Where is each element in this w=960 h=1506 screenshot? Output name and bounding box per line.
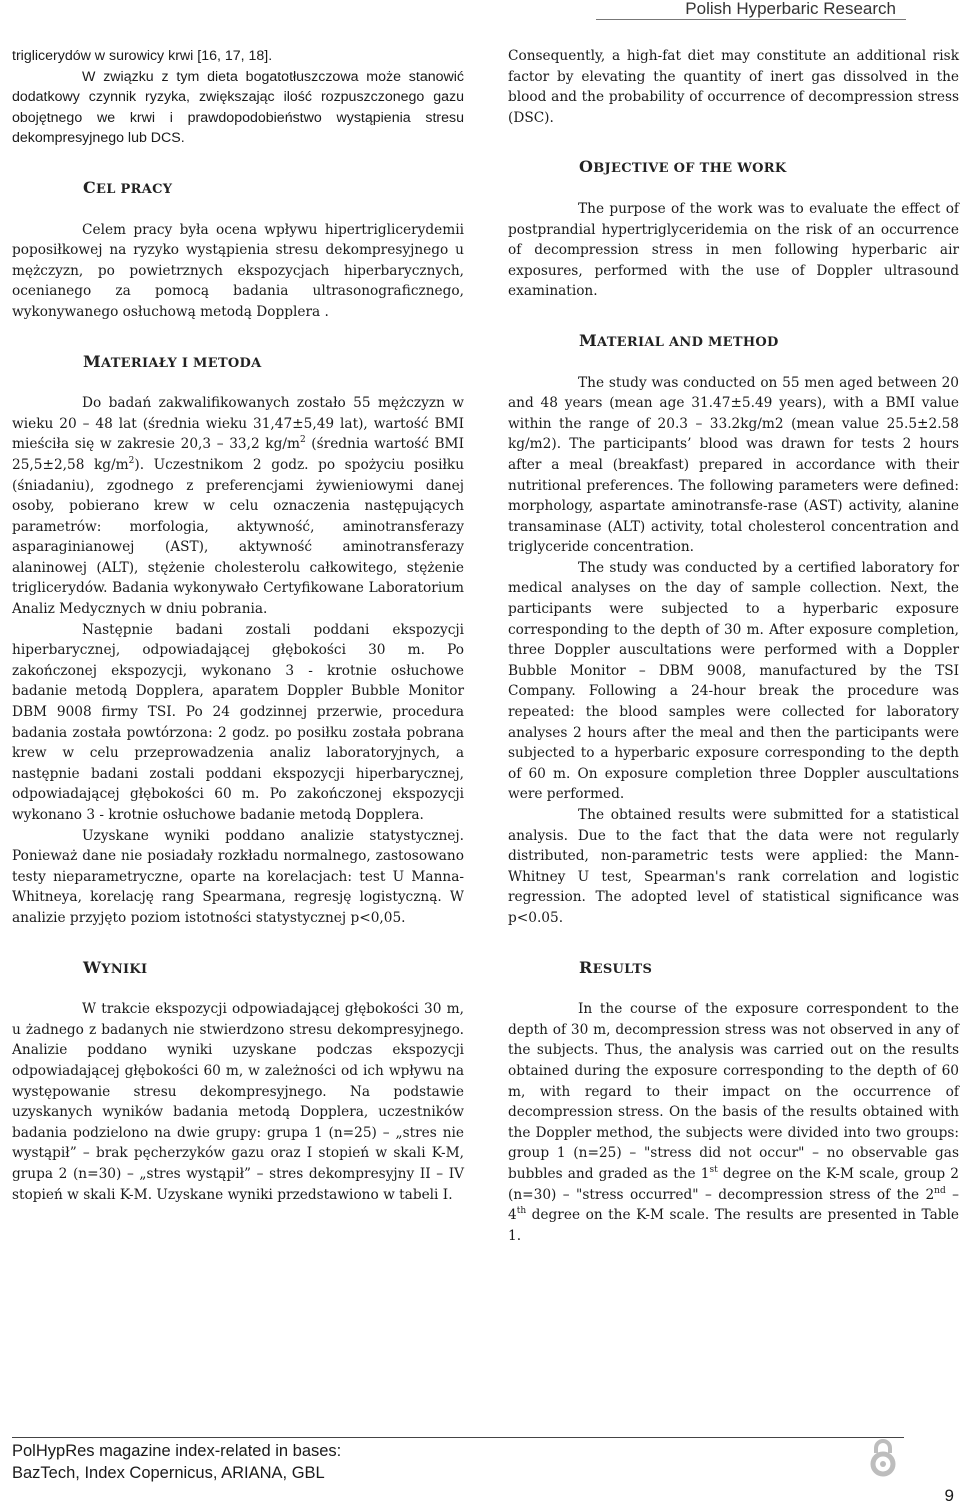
objective-paragraph: The purpose of the work was to evaluate the effect of postprandial hypertriglyceridemia on the risk of an occurrence of decompression stress in men following hyperbaric air exposures, performed with the use of Doppler ultrasound examination. xyxy=(508,200,959,300)
section-heading-wyniki: WYNIKI xyxy=(83,957,148,977)
section-heading-cel-pracy: CEL PRACY xyxy=(83,177,173,197)
materialy-paragraph-3: Uzyskane wyniki poddano analizie statystycznej. Ponieważ dane nie posiadały rozkładu normalnego, zastosowano testy nieparametryczne, oparte na korelacjach: test U Manna-Whitneya, korelację rang Spearmana, regresję logistyczną. W analizie przyjęto poziom istotności statystycznej p<0,05. xyxy=(12,827,464,926)
method-paragraph-3: The obtained results were submitted for a statistical analysis. Due to the fact that the data were not regularly distributed, non-parametric tests were applied: the Mann-Whitney U test, Spearman's rank correlation and logistic regression. The adopted level of statistical significance was p<0.05. xyxy=(508,807,959,926)
footer-line-2: BazTech, Index Copernicus, ARIANA, GBL xyxy=(12,1464,325,1482)
materialy-paragraph-2: Następnie badani zostali poddani ekspozycji hiperbarycznej, odpowiadającej głębokości 30 m. Po zakończonej ekspozycji, wykonano 3 - krotnie osłuchowe badanie metodą Dopplera, aparatem Doppler Bubble Monitor DBM 9008 firmy TSI. Po 24 godzinnej przerwie, procedura badania została powtórzona: 2 godz. po posiłku została pobrana krew w celu przeprowadzenia analiz laboratoryjnych, a następnie badani zostali poddani ekspozycji hiperbarycznej, odpowiadającej głębokości 60 m. Po zakończonej ekspozycji wykonano 3 - krotnie osłuchowe badanie metodą Dopplera. xyxy=(12,621,464,823)
section-heading-material-method: MATERIAL AND METHOD xyxy=(579,330,779,350)
right-column xyxy=(508,46,959,1246)
page-number: 9 xyxy=(944,1486,954,1505)
footer-line-1: PolHypRes magazine index-related in bases: xyxy=(12,1442,342,1460)
results-paragraph: In the course of the exposure correspondent to the depth of 30 m, decompression stress was not observed in any of the subjects. Thus, the analysis was carried out on the results obtained during the exposure corresponding to the depth of 60 m, with regard to their impact on the occurrence of decompression stress. On the basis of the results obtained with the Doppler method, the subjects were divided into two groups: group 1 (n=25) – "stress did not occur" – no observable gas bubbles and graded as the 1st degree on the K-M scale, group 2 (n=30) – "stress occurred" – decompression stress of the 2nd – 4th degree on the K-M scale. The results are presented in Table 1. xyxy=(508,1001,959,1244)
open-access-icon xyxy=(860,1437,906,1477)
intro-text: triglicerydów w surowicy krwi [16, 17, 18]. xyxy=(12,48,273,64)
materialy-paragraph-1: Do badań zakwalifikowanych zostało 55 mężczyzn w wieku 20 – 48 lat (średnia wieku 31,47±5,49 lat), wartość BMI mieściła się w zakresie 20,3 – 33,2 $kg/m^2$ (średnia wartość BMI 25,5±2,58 $kg/m^2$). Uczestnikom 2 godz. po spożyciu posiłku (śniadaniu), zgodnego z preferencjami żywieniowymi danej osoby, pobierano krew w celu oznaczenia następujących parametrów: morfologia, aktywność, aminotransferazy asparaginianowej (AST), aktywność aminotransferazy alaninowej (ALT), stężenie cholesterolu całkowitego, stężenie triglicerydów. Badania wykonywało Certyfikowane Laboratorium Analiz Medycznych w dniu pobrania. xyxy=(12,395,465,618)
section-heading-materialy: MATERIAŁY I METODA xyxy=(83,351,262,371)
section-heading-objective: OBJECTIVE OF THE WORK xyxy=(579,157,787,177)
header-rule xyxy=(596,19,906,20)
intro-paragraph-en: Consequently, a high-fat diet may constitute an additional risk factor by elevating the quantity of inert gas dissolved in the blood and the probability of occurrence of decompression stress (DSC). xyxy=(508,48,959,126)
cel-paragraph: Celem pracy była ocena wpływu hipertriglicerydemii poposiłkowej na ryzyko wystąpienia stresu dekompresyjnego u mężczyzn, po powietrznych ekspozycjach hiperbarycznych, ocenianego za pomocą badania ultrasonograficznego, wykonywanego osłuchową metodą Dopplera . xyxy=(12,221,464,320)
section-heading-results: RESULTS xyxy=(579,957,653,977)
method-paragraph-1: The study was conducted on 55 men aged between 20 and 48 years (mean age 31.47±5.49 years), with a BMI value within the range of 20.3 – 33.2kg/m2 (mean value 25.5±2.58 kg/m2). The participants’ blood was drawn for tests 2 hours after a meal (breakfast) prepared in accordance with their nutritional preferences. The following parameters were defined: morphology, aspartate aminotransfe-rase (AST) activity, alanine transaminase (ALT) activity, total cholesterol concentration and triglyceride concentration. xyxy=(508,374,959,556)
journal-name: Polish Hyperbaric Research xyxy=(685,0,896,18)
page-footer xyxy=(0,1420,960,1506)
left-column xyxy=(12,46,464,1205)
footer-rule xyxy=(12,1437,904,1438)
intro-paragraph: W związku z tym dieta bogatotłuszczowa może stanowić dodatkowy czynnik ryzyka, zwiększając ilość rozpuszczonego gazu obojętnego we krwi i prawdopodobieństwo wystąpienia stresu dekompresyjnego lub DCS. xyxy=(12,68,464,147)
method-paragraph-2: The study was conducted by a certified laboratory for medical analyses on the day of sample collection. Next, the participants were subjected to a hyperbaric exposure corresponding to the depth of 30 m. After exposure completion, three Doppler auscultations were performed with a Doppler Bubble Monitor – DBM 9008, manufactured by the TSI Company. Following a 24-hour break the procedure was repeated: the blood samples were collected for laboratory analyses 2 hours after the meal and then the participants were subjected to a hyperbaric exposure corresponding to the depth of 60 m. On exposure completion three Doppler auscultations were performed. xyxy=(508,559,959,803)
footer-index-text xyxy=(12,1440,572,1484)
page-header xyxy=(0,0,960,22)
wyniki-paragraph: W trakcie ekspozycji odpowiadającej głębokości 30 m, u żadnego z badanych nie stwierdzono stresu dekompresyjnego. Analizie poddano wyniki uzyskane podczas ekspozycji odpowiadającej głębokości 60 m, w zależności od ich wpływu na występowanie stresu dekompresyjnego. Na podstawie uzyskanych wyników badania metodą Dopplera, uczestników badania podzielono na dwie grupy: grupa 1 (n=25) – „stres nie wystąpił” – brak pęcherzyków gazu oraz I stopień w skali K-M, grupa 2 (n=30) – „stres wystąpił” – stres dekompresyjny II – IV stopień w skali K-M. Uzyskane wyniki przedstawiono w tabeli I. xyxy=(12,1001,464,1203)
